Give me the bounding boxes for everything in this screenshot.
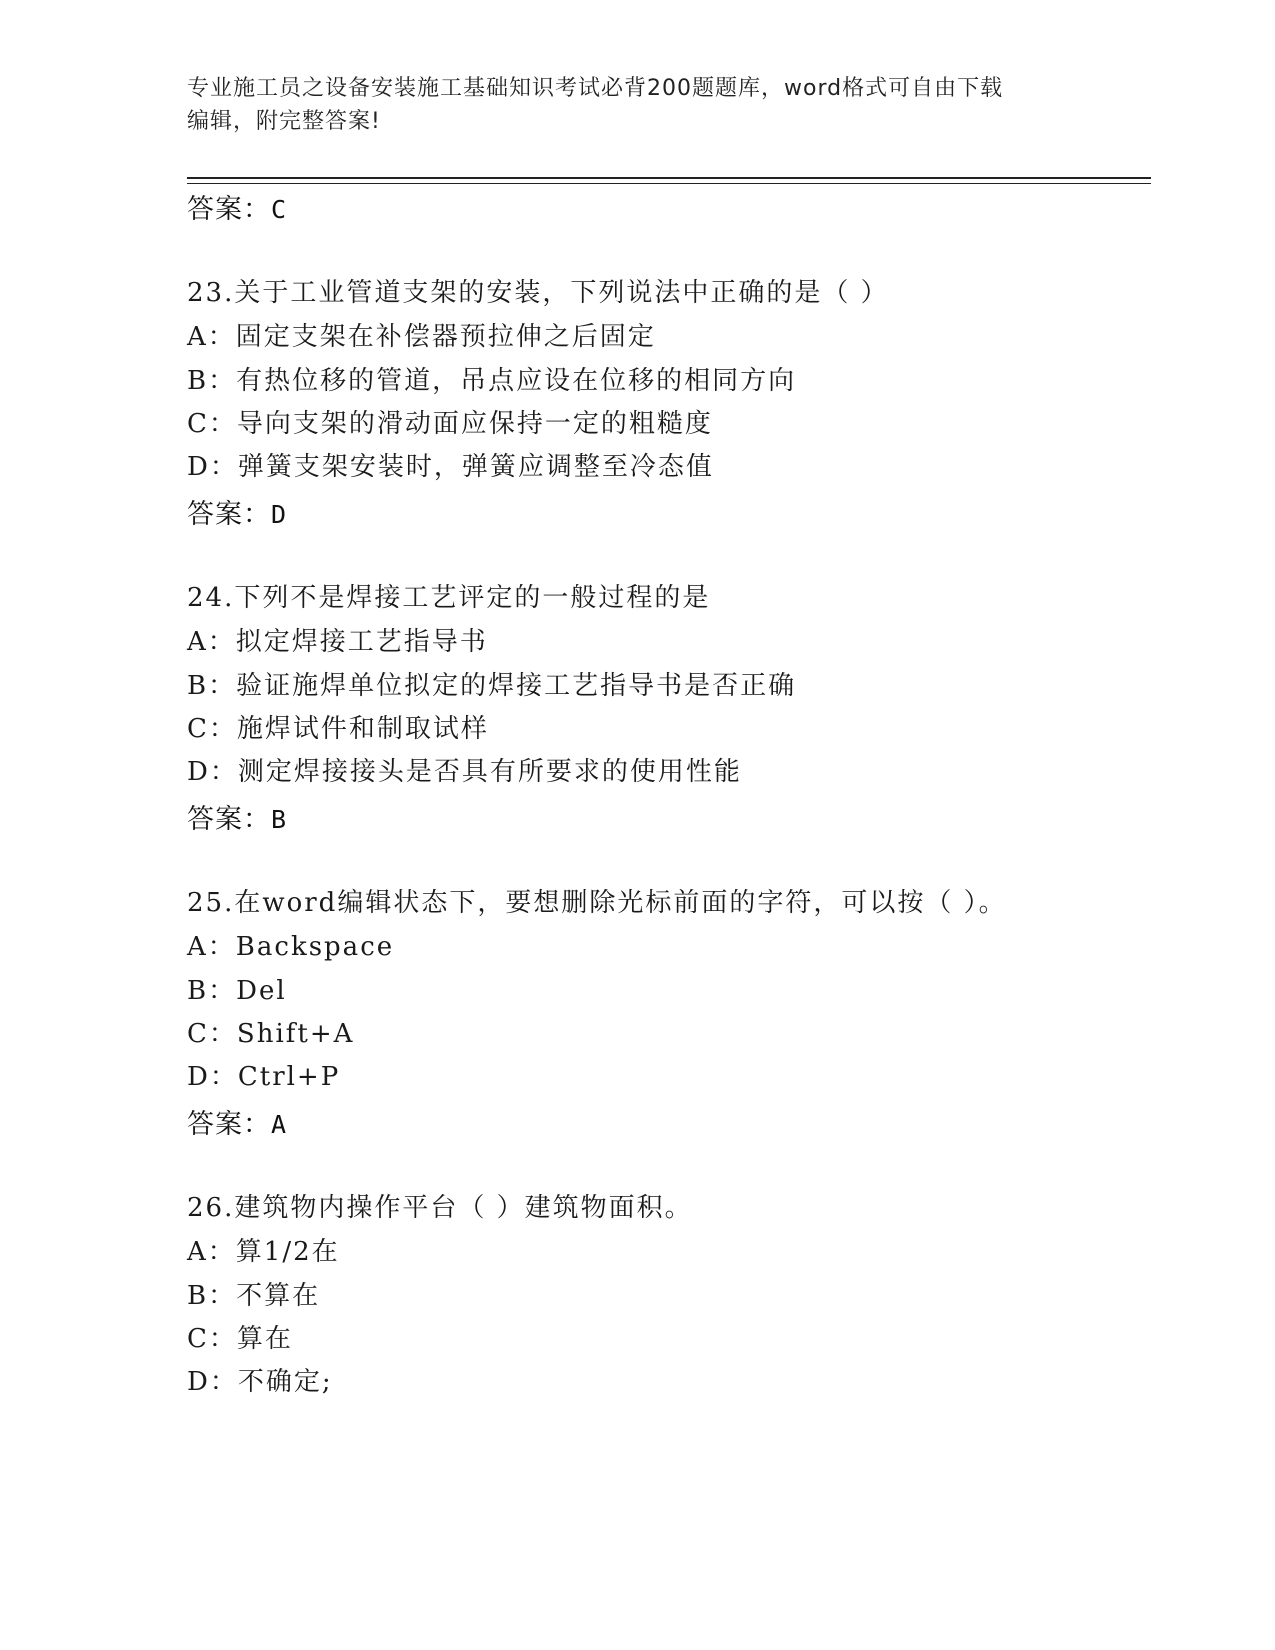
question-24-option-a: A：拟定焊接工艺指导书	[187, 627, 488, 657]
answer-value: B	[271, 805, 288, 834]
question-stem-26: 26.建筑物内操作平台（ ）建筑物面积。	[187, 1193, 693, 1223]
question-23-option-c: C：导向支架的滑动面应保持一定的粗糙度	[187, 409, 713, 439]
question-24-option-b: B：验证施焊单位拟定的焊接工艺指导书是否正确	[187, 671, 797, 701]
header-line-1: 专业施工员之设备安装施工基础知识考试必背200题题库，word格式可自由下载	[187, 76, 1004, 101]
answer-label: 答案：	[187, 804, 271, 835]
answer-label: 答案：	[187, 194, 271, 225]
question-24-option-d: D：测定焊接接头是否具有所要求的使用性能	[187, 757, 742, 787]
answer-value: A	[271, 1110, 288, 1139]
question-25-option-b: B：Del	[187, 976, 287, 1006]
question-26-option-c: C：算在	[187, 1324, 293, 1354]
question-26-option-d: D：不确定;	[187, 1367, 333, 1397]
question-26-option-b: B：不算在	[187, 1281, 321, 1311]
question-stem-23: 23.关于工业管道支架的安装，下列说法中正确的是（ ）	[187, 278, 889, 308]
question-25-option-c: C：Shift+A	[187, 1019, 355, 1049]
question-24-answer	[187, 797, 287, 836]
header-divider-thin	[187, 183, 1151, 184]
question-23-option-d: D：弹簧支架安装时，弹簧应调整至冷态值	[187, 452, 714, 482]
question-stem-25: 25.在word编辑状态下，要想删除光标前面的字符，可以按（ ）。	[187, 888, 1007, 918]
question-24-option-c: C：施焊试件和制取试样	[187, 714, 489, 744]
answer-value: C	[271, 195, 288, 224]
header-divider-thick	[187, 177, 1151, 179]
question-stem-24: 24.下列不是焊接工艺评定的一般过程的是	[187, 583, 711, 613]
document-header	[187, 72, 1087, 138]
answer-prev	[187, 187, 287, 226]
question-23-answer	[187, 492, 287, 531]
question-25-answer	[187, 1102, 287, 1141]
question-25-option-d: D：Ctrl+P	[187, 1062, 341, 1092]
header-line-2: 编辑，附完整答案!	[187, 109, 381, 134]
question-25-option-a: A：Backspace	[187, 932, 395, 962]
question-26-option-a: A：算1/2在	[187, 1237, 340, 1267]
answer-value: D	[271, 500, 288, 529]
answer-label: 答案：	[187, 1109, 271, 1140]
question-23-option-b: B：有热位移的管道，吊点应设在位移的相同方向	[187, 366, 797, 396]
question-23-option-a: A：固定支架在补偿器预拉伸之后固定	[187, 322, 656, 352]
answer-label: 答案：	[187, 499, 271, 530]
